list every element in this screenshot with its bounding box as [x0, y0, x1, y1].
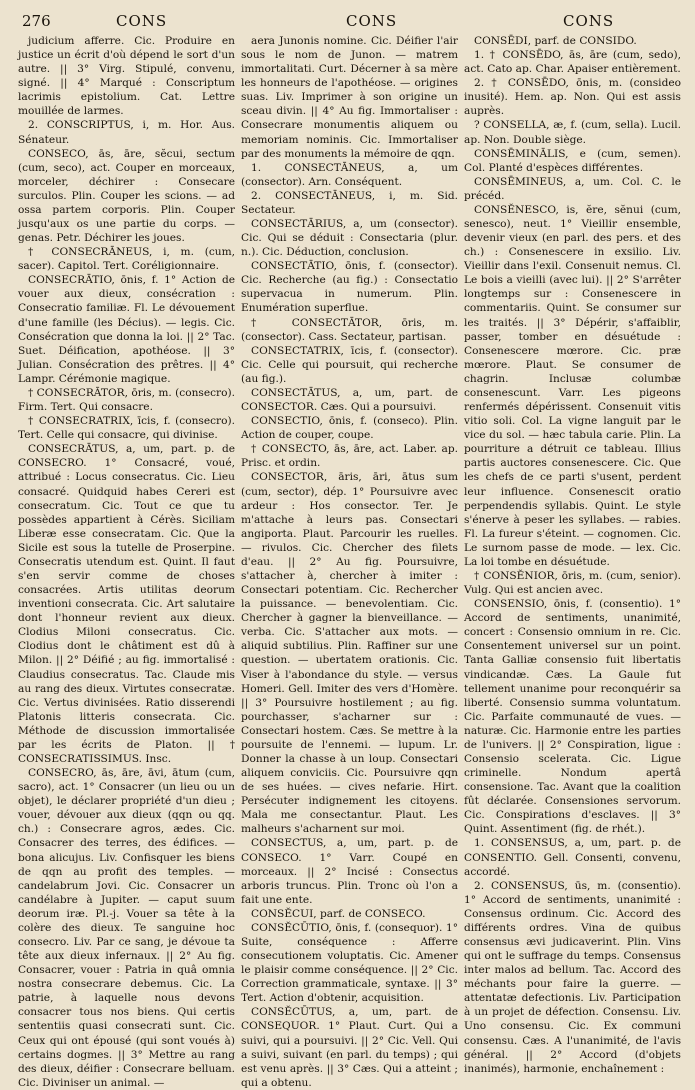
dictionary-entry: † CONSECTĀTOR, ōris, m. (consector). Cass. Sectateur, partisan. — [241, 316, 458, 343]
page-header — [18, 12, 687, 34]
dictionary-entry: CONSECO, ās, āre, sĕcui, sectum (cum, seco), act. Couper en morceaux, morceler, déchirer : Consecare surculos. Plin. Couper les scions. — ad ossa partem corporis. Plin. Couper jusqu'aux os une partie du corps. — genas. Petr. Déchirer les joues. — [18, 147, 235, 245]
dictionary-entry: aera Junonis nomine. Cic. Déifier l'air sous le nom de Junon. — matrem immortalitati. Curt. Décerner à sa mère les honneurs de l'apothéose. — origines suas. Liv. Imprimer à son origine un sceau divin. || 4° Au fig. Immortaliser : Consecrare monumentis aliquem ou memoriam nominis. Cic. Immortaliser par des monuments la mémoire de qqn. — [241, 35, 458, 160]
dictionary-entry: CONSECTOR, āris, āri, ātus sum (cum, sector), dép. 1° Poursuivre avec ardeur : Hos consector. Ter. Je m'attache à leurs pas. Consectari angiporta. Plaut. Parcourir les ruelles. — rivulos. Cic. Chercher des filets d'eau. || 2° Au fig. Poursuivre, s'attacher à, chercher à imiter : Consectari potentiam. Cic. Rechercher la puissance. — benevolentiam. Cic. Chercher à gagner la bienveillance. — verba. Cic. S'attacher aux mots. — aliquid subtilius. Plin. Raffiner sur une question. — ubertatem orationis. Cic. Viser à l'abondance du style. — versus Homeri. Gell. Imiter des vers d'Homère. || 3° Poursuivre hostilement ; au fig. pourchasser, s'acharner sur : Consectari hostem. Cæs. Se mettre à la poursuite de l'ennemi. — lupum. Lr. Donner la chasse à un loup. Consectari aliquem conviciis. Cic. Poursuivre qqn de ses huées. — cives nefarie. Hirt. Persécuter indignement les citoyens. Mala me consectantur. Plaut. Les malheurs s'acharnent sur moi. — [241, 471, 458, 836]
dictionary-entry: 2. CONSENSUS, ūs, m. (consentio). 1° Accord de sentiments, unanimité : Consensus ordinum. Cic. Accord des différents ordres. Vina de quibus consensus ævi judicaverint. Plin. Vins qui ont le suffrage du temps. Consensus inter malos ad bellum. Tac. Accord des méchants pour faire la guerre. — attentatæ defectionis. Liv. Participation à un projet de défection. Consensu. Liv. Uno consensu. Cic. Ex communi consensu. Cæs. A l'unanimité, de l'avis général. || 2° Accord (d'objets inanimés), harmonie, enchaînement : — [464, 879, 681, 1075]
dictionary-entry: 1. CONSECTĀNEUS, a, um (consector). Arn. Conséquent. — [241, 161, 458, 188]
dictionary-entry: CONSĔNESCO, is, ĕre, sĕnui (cum, senesco), neut. 1° Vieillir ensemble, devenir vieux (en parl. des pers. et des ch.) : Consenescere in exsilio. Liv. Vieillir dans l'exil. Consenuit nemus. Cl. Le bois a vieilli (avec lui). || 2° S'arrêter longtemps sur : Consenescere in commentariis. Quint. Se consumer sur les traités. || 3° Dépérir, s'affaiblir, passer, tomber en désuétude : Consenescere mœrore. Cic. præ mœrore. Plaut. Se consumer de chagrin. Inclusæ columbæ consenescunt. Varr. Les pigeons renfermés dépérissent. Consenuit vitis vitio soli. Col. La vigne languit par le vice du sol. — hæc tabula carie. Plin. La pourriture a détruit ce tableau. Illius partis auctores consenescere. Cic. Que les chefs de ce parti s'usent, perdent leur influence. Consenescit oratio perpendendis syllabis. Quint. Le style s'énerve à peser les syllabes. — rabies. Fl. La fureur s'éteint. — cognomen. Cic. Le surnom passe de mode. — lex. Cic. La loi tombe en désuétude. — [464, 203, 681, 568]
page-number: 276 — [22, 12, 51, 30]
dictionary-entry: CONSECRĀTUS, a, um, part. p. de CONSECRO. 1° Consacré, voué, attribué : Locus consecratus. Cic. Lieu consacré. Quidquid habes Cereri est consecratum. Cic. Tout ce que tu possèdes appartient à Cérès. Siciliam Liberæ esse consecratam. Cic. Que la Sicile est sous la tutelle de Proserpine. Consecratis utendum est. Quint. Il faut s'en servir comme de choses consacrées. Artis utilitas deorum inventioni consecrata. Cic. Art salutaire dont l'honneur revient aux dieux. Clodius Miloni consecratus. Cic. Clodius dont le châtiment est dû à Milon. || 2° Déifié ; au fig. immortalisé : Claudius consecratus. Tac. Claude mis au rang des dieux. Virtutes consecratæ. Cic. Vertus divinisées. Ratio disserendi Platonis litteris consecrata. Cic. Méthode de discussion immortalisée par les écrits de Platon. || † CONSECRATISSIMUS. Insc. — [18, 443, 235, 765]
column-middle — [241, 34, 458, 1089]
column-left — [18, 34, 235, 1089]
columns — [18, 34, 687, 1089]
dictionary-entry: CONSECTIO, ōnis, f. (conseco). Plin. Action de couper, coupe. — [241, 415, 458, 442]
dictionary-entry: CONSENSIO, ōnis, f. (consentio). 1° Accord de sentiments, unanimité, concert : Consensio omnium in re. Cic. Consentement universel sur un point. Tanta Galliæ consensio fuit libertatis vindicandæ. Cæs. La Gaule fut tellement unanime pour reconquérir sa liberté. Consensio summa voluntatum. Cic. Parfaite communauté de vues. — naturæ. Cic. Harmonie entre les parties de l'univers. || 2° Conspiration, ligue : Consensio scelerata. Cic. Ligue criminelle. Nondum apertâ consensione. Tac. Avant que la coalition fût déclarée. Consensiones servorum. Cic. Conspirations d'esclaves. || 3° Quint. Assentiment (fig. de rhét.). — [464, 598, 681, 836]
dictionary-entry: CONSECTĀTIO, ōnis, f. (consector). Cic. Recherche (au fig.) : Consectatio supervacua in numerum. Plin. Enumération superflue. — [241, 260, 458, 315]
dictionary-entry: ? CONSELLA, æ, f. (cum, sella). Lucil. ap. Non. Double siège. — [464, 119, 681, 146]
dictionary-entry: † CONSECRĀNEUS, i, m. (cum, sacer). Capitol. Tert. Coréligionnaire. — [18, 246, 235, 273]
dictionary-entry: 2. CONSECTĀNEUS, i, m. Sid. Sectateur. — [241, 189, 458, 216]
dictionary-entry: CONSECTĀRIUS, a, um (consector). Cic. Qui se déduit : Consectaria (plur. n.). Cic. Déduction, conclusion. — [241, 218, 458, 259]
dictionary-entry: CONSĒMINEUS, a, um. Col. C. le précéd. — [464, 175, 681, 202]
dictionary-entry: CONSĒDI, parf. de CONSIDO. — [474, 35, 637, 47]
dictionary-entry: CONSĔCŪTIO, ōnis, f. (consequor). 1° Suite, conséquence : Afferre consecutionem voluptatis. Cic. Amener le plaisir comme conséquence. || 2° Cic. Correction grammaticale, syntaxe. || 3° Tert. Action d'obtenir, acquisition. — [241, 921, 458, 1005]
running-head-right: CONS — [563, 12, 615, 30]
dictionary-entry: 2. † CONSĒDO, ōnis, m. (consideo inusité). Hem. ap. Non. Qui est assis auprès. — [464, 77, 681, 118]
column-right — [464, 34, 681, 1075]
dictionary-entry: † CONSĔNIOR, ōris, m. (cum, senior). Vulg. Qui est ancien avec. — [464, 569, 681, 597]
dictionary-entry: † CONSECTO, ās, āre, act. Laber. ap. Prisc. et ordin. — [241, 443, 458, 470]
dictionary-entry: judicium afferre. Cic. Produire en justice un écrit d'où dépend le sort d'un autre. || 3° Virg. Stipulé, convenu, signé. || 4° Marqué : Conscriptum lacrimis epistolium. Cat. Lettre mouillée de larmes. — [18, 35, 235, 118]
dictionary-entry: CONSĔCŪTUS, a, um, part. de CONSEQUOR. 1° Plaut. Curt. Qui a suivi, qui a poursuivi. || 2° Cic. Vell. Qui a suivi, suivant (en parl. du temps) ; qui est venu après. || 3° Cæs. Qui a atteint ; qui a obtenu. — [241, 1006, 458, 1089]
dictionary-entry: CONSĒMINĀLIS, e (cum, semen). Col. Planté d'espèces différentes. — [464, 147, 681, 174]
dictionary-entry: CONSECRĀTIO, ōnis, f. 1° Action de vouer aux dieux, consécration : Consecratio familiæ. Fl. Le dévouement d'une famille (les Décius). — legis. Cic. Consécration que donna la loi. || 2° Tac. Suet. Déification, apothéose. || 3° Julian. Consécration des prêtres. || 4° Lampr. Cérémonie magique. — [18, 274, 235, 385]
dictionary-entry: † CONSECRATRIX, īcis, f. (consecro). Tert. Celle qui consacre, qui divinise. — [18, 415, 235, 442]
dictionary-entry: CONSECTUS, a, um, part. p. de CONSECO. 1° Varr. Coupé en morceaux. || 2° Incisé : Consectus arboris truncus. Plin. Tronc où l'on a fait une ente. — [241, 837, 458, 906]
dictionary-entry: CONSECTATRIX, īcis, f. (consector). Cic. Celle qui poursuit, qui recherche (au fig.). — [241, 344, 458, 385]
dictionary-entry: † CONSECRĀTOR, ōris, m. (consecro). Firm. Tert. Qui consacre. — [18, 386, 235, 414]
dictionary-entry: 2. CONSCRIPTUS, i, m. Hor. Aus. Sénateur. — [18, 119, 235, 146]
dictionary-entry: 1. † CONSĒDO, ās, āre (cum, sedo), act. Cato ap. Char. Apaiser entièrement. — [464, 49, 681, 76]
running-head-center: CONS — [346, 12, 398, 30]
dictionary-entry: 1. CONSENSUS, a, um, part. p. de CONSENTIO. Gell. Consenti, convenu, accordé. — [464, 837, 681, 878]
dictionary-entry: CONSECRO, ās, āre, āvi, ātum (cum, sacro), act. 1° Consacrer (un lieu ou un objet), le déclarer propriété d'un dieu ; vouer, dévouer aux dieux (qqn ou qq. ch.) : Consecrare agros, ædes. Cic. Consacrer des terres, des édifices. — bona alicujus. Liv. Confisquer les biens de qqn au profit des temples. — candelabrum Jovi. Cic. Consacrer un candélabre à Jupiter. — caput suum deorum iræ. Pl.-j. Vouer sa tête à la colère des dieux. Te sanguine hoc consecro. Liv. Par ce sang, je dévoue ta tête aux dieux infernaux. || 2° Au fig. Consacrer, vouer : Patria in quâ omnia nostra consecrare debemus. Cic. La patrie, à laquelle nous devons consacrer tous nos biens. Qui certis sententiis quasi consecrati sunt. Cic. Ceux qui ont épousé (qui sont voués à) certains dogmes. || 3° Mettre au rang des dieux, déifier : Consecrare belluam. Cic. Diviniser un animal. — — [18, 767, 235, 1089]
dictionary-entry: CONSECTĀTUS, a, um, part. de CONSECTOR. Cæs. Qui a poursuivi. — [241, 386, 458, 414]
running-head-left: CONS — [116, 12, 168, 30]
dictionary-entry: CONSĔCUI, parf. de CONSECO. — [251, 907, 426, 920]
